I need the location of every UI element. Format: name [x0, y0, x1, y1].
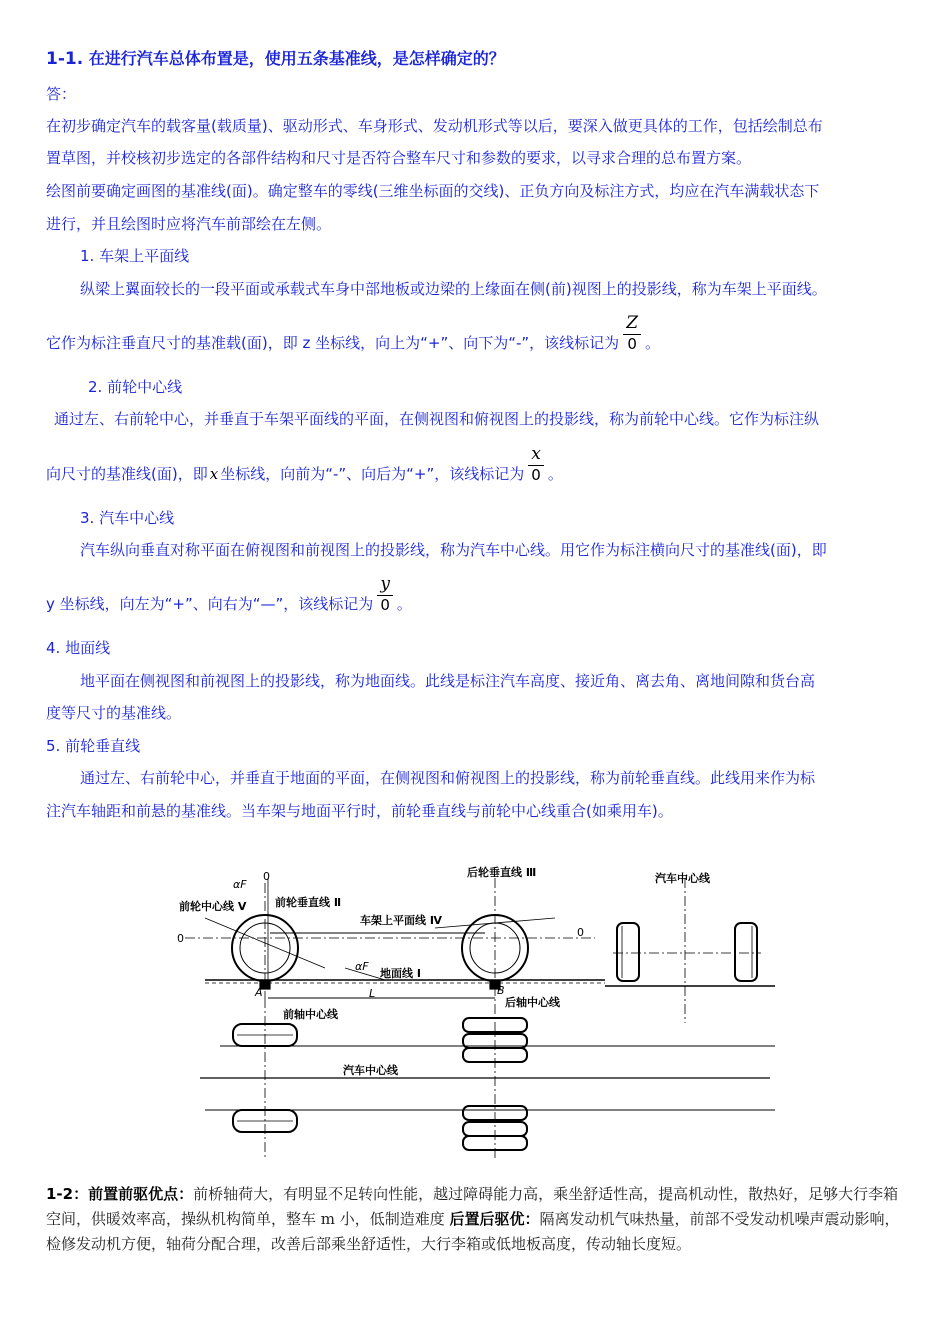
- rwd-text: 隔离发动机气味热量，前部不受发动机噪声震动影响，检修发动机方便，轴荷分配合理，改善后部乘坐舒适性，大行李箱或低地板高度，传动轴长度短。: [46, 1210, 900, 1253]
- label-rear-wheel-vertical: 后轮垂直线 Ⅲ: [467, 866, 537, 879]
- label-front-wheel-center: 前轮中心线 Ⅴ: [179, 900, 247, 913]
- section-5-title: 5. 前轮垂直线: [46, 737, 141, 755]
- label-point-A: A: [255, 986, 263, 999]
- label-zero-right: 0: [577, 926, 584, 939]
- label-alpha-f-front: αF: [233, 878, 247, 891]
- y0-fraction-bottom: 0: [380, 596, 390, 614]
- section-3-text-b: [46, 573, 412, 614]
- section-2-text-b-part2: 坐标线，向前为“-”、向后为“+”，该线标记为: [220, 465, 525, 483]
- question-2-number: 1-2：: [46, 1185, 89, 1203]
- section-2-end: 。: [547, 465, 563, 483]
- label-zero-top: 0: [263, 870, 270, 883]
- question-1-heading: [46, 46, 505, 69]
- label-alpha-f-ground: αF: [355, 960, 369, 973]
- intro-paragraph-1a: 在初步确定汽车的载客量(载质量)、驱动形式、车身形式、发动机形式等以后，要深入做更具体的工作，包括绘制总布: [46, 117, 823, 135]
- section-4-text-a: 地平面在侧视图和前视图上的投影线，称为地面线。此线是标注汽车高度、接近角、离去角、离地间隙和货台高: [80, 672, 816, 690]
- section-2-text-b-part1: 向尺寸的基准线(面)，即: [46, 465, 208, 483]
- intro-paragraph-1b: 置草图，并校核初步选定的各部件结构和尺寸是否符合整车尺寸和参数的要求，以寻求合理的总布置方案。: [46, 149, 752, 167]
- section-2-title: 2. 前轮中心线: [88, 378, 183, 396]
- section-1-end: 。: [645, 334, 661, 352]
- question-title: 在进行汽车总体布置是，使用五条基准线，是怎样确定的？: [88, 49, 505, 68]
- section-2-text-b: [46, 443, 563, 484]
- section-1-text-b: [46, 312, 660, 353]
- z0-fraction-bottom: 0: [627, 335, 637, 353]
- y0-fraction-top: y: [377, 573, 393, 596]
- section-1-title: 1. 车架上平面线: [80, 247, 190, 265]
- x-variable: x: [209, 465, 219, 483]
- rwd-label: 后置后驱优：: [449, 1210, 540, 1228]
- section-5-text-b: 注汽车轴距和前悬的基准线。当车架与地面平行时，前轮垂直线与前轮中心线重合(如乘用车)。: [46, 802, 673, 820]
- vehicle-datum-lines-diagram: [175, 858, 775, 1158]
- section-3-text-b-body: y 坐标线，向左为“+”、向右为“—”，该线标记为: [46, 595, 374, 613]
- label-point-B: B: [497, 984, 505, 997]
- question-number: 1-1.: [46, 49, 84, 69]
- label-zero-left: 0: [177, 932, 184, 945]
- x0-fraction: [528, 443, 544, 484]
- label-front-axle-center: 前轴中心线: [283, 1008, 338, 1021]
- section-4-title: 4. 地面线: [46, 639, 111, 657]
- label-vehicle-centerline-top: 汽车中心线: [655, 872, 710, 885]
- label-vehicle-centerline-bottom: 汽车中心线: [343, 1064, 398, 1077]
- x0-fraction-top: x: [528, 443, 544, 466]
- section-2-text-a: 通过左、右前轮中心，并垂直于车架平面线的平面，在侧视图和俯视图上的投影线，称为前轮中心线。它作为标注纵: [54, 410, 820, 428]
- intro-paragraph-2b: 进行，并且绘图时应将汽车前部绘在左侧。: [46, 215, 332, 233]
- label-rear-axle-center: 后轴中心线: [505, 996, 560, 1009]
- section-1-text-a: 纵梁上翼面较长的一段平面或承载式车身中部地板或边梁的上缘面在侧(前)视图上的投影线，称为车架上平面线。: [80, 280, 827, 298]
- section-3-title: 3. 汽车中心线: [80, 509, 175, 527]
- label-front-wheel-vertical: 前轮垂直线 Ⅱ: [275, 896, 342, 909]
- y0-fraction: [377, 573, 393, 614]
- question-2-paragraph: [46, 1182, 908, 1257]
- answer-label: 答：: [46, 85, 77, 103]
- section-4-text-b: 度等尺寸的基准线。: [46, 704, 182, 722]
- label-frame-plane: 车架上平面线 Ⅳ: [360, 914, 442, 927]
- section-5-text-a: 通过左、右前轮中心，并垂直于地面的平面，在侧视图和俯视图上的投影线，称为前轮垂直线。此线用来作为标: [80, 769, 816, 787]
- label-wheelbase-L: L: [369, 987, 376, 1000]
- intro-paragraph-2a: 绘图前要确定画图的基准线(面)。确定整车的零线(三维坐标面的交线)、正负方向及标注方式，均应在汽车满载状态下: [46, 182, 820, 200]
- z0-fraction: [623, 312, 641, 353]
- section-3-text-a: 汽车纵向垂直对称平面在俯视图和前视图上的投影线，称为汽车中心线。用它作为标注横向尺寸的基准线(面)，即: [80, 541, 827, 559]
- fwd-label: 前置前驱优点：: [88, 1185, 194, 1203]
- x0-fraction-bottom: 0: [531, 466, 541, 484]
- z0-fraction-top: Z: [623, 312, 641, 335]
- section-3-end: 。: [396, 595, 412, 613]
- label-ground-line: 地面线 Ⅰ: [380, 967, 421, 980]
- fwd-text: 前桥轴荷大，有明显不足转向性能，越过障碍能力高，乘坐舒适性高，提高机动性，散热好，足够大行李箱空间，供暖效率高，操纵机构简单，整车 m 小，低制造难度: [46, 1185, 899, 1228]
- section-1-text-b-body: 它作为标注垂直尺寸的基准载(面)，即 z 坐标线，向上为“+”、向下为“-”，该线标记为: [46, 334, 620, 352]
